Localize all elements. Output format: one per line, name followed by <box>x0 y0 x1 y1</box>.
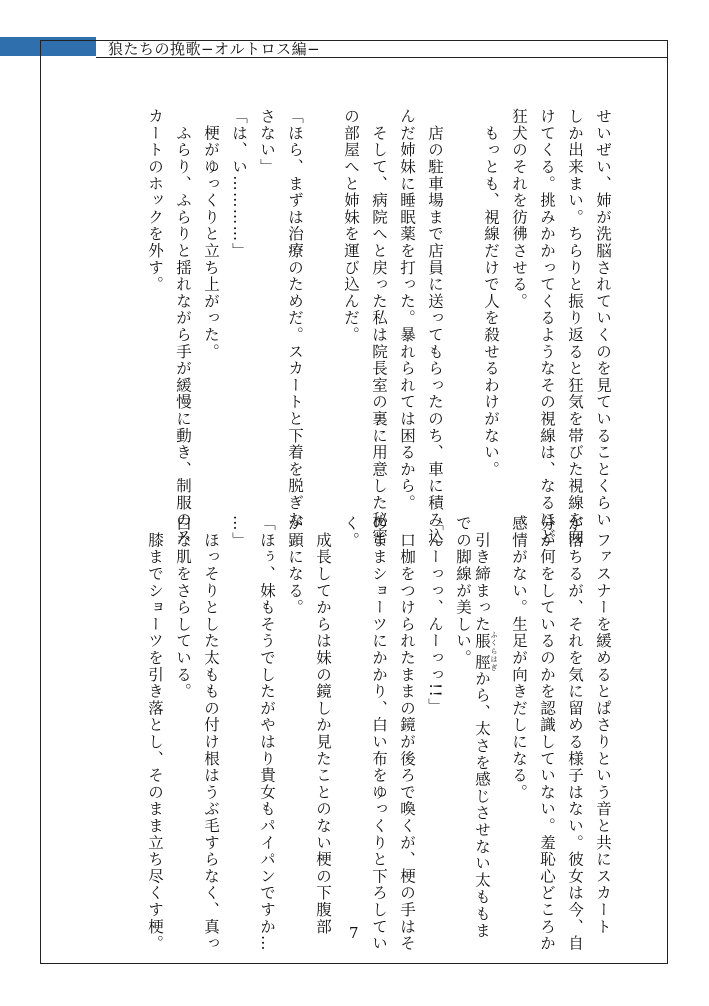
text-line: が落ちるが、それを気に留める様子はない。彼女は今、自 <box>566 515 584 952</box>
text-line: 白な肌をさらしている。 <box>174 515 192 700</box>
text-line: カートのホックを外す。 <box>146 108 164 293</box>
text-line: 成長してからは妹の鏡しか見たことのない梗の下腹部 <box>314 515 332 935</box>
page-number: 7 <box>349 924 359 942</box>
text-line: が顕になる。 <box>286 515 304 616</box>
text-line: く。 <box>342 515 360 549</box>
text-segment: から、太さを感じさせない太ももま <box>473 670 491 939</box>
text-line: けてくる。挑みかかってくるようなその視線は、なるほど <box>538 108 556 545</box>
text-line: のままショーツにかかり、白い布をゆっくりと下ろしてい <box>370 515 388 952</box>
text-line: の部屋へと姉妹を運び込んだ。 <box>342 108 360 344</box>
text-line: …」 <box>230 515 248 549</box>
ruby-word <box>473 630 498 673</box>
text-line: 狂犬のそれを彷彿させる。 <box>510 108 528 310</box>
text-line: 店の駐車場まで店員に送ってもらったのち、車に積み込 <box>426 108 444 545</box>
text-block-top <box>90 108 612 545</box>
text-line: 「ほら、まずは治療のためだ。スカートと下着を脱ぎな <box>286 108 304 528</box>
text-line: そして、病院へと戻った私は院長室の裏に用意した秘密 <box>370 108 388 545</box>
text-block-bottom <box>90 515 612 952</box>
text-line: 「は、い…………」 <box>230 108 248 260</box>
text-line: ふらり、ふらりと揺れながら手が緩慢に動き、制服のス <box>174 108 192 545</box>
text-line: んだ姉妹に睡眠薬を打った。暴れられては困るから。 <box>398 108 416 512</box>
text-line: 梗がゆっくりと立ち上がった。 <box>202 108 220 360</box>
text-line: 膝までショーツを引き落とし、そのまま立ち尽くす梗。 <box>146 515 164 952</box>
text-line: しか出来まい。ちらりと振り返ると狂気を帯びた視線を向 <box>566 108 584 545</box>
text-line: 口枷をつけられたままの鏡が後ろで喚くが、梗の手はそ <box>398 515 416 952</box>
text-line: せいぜい、姉が洗脳されていくのを見ていることくらい <box>594 108 612 528</box>
text-line: 感情がない。生足が向きだしになる。 <box>510 515 528 801</box>
text-line: もっとも、視線だけで人を殺せるわけがない。 <box>482 108 500 478</box>
header-rule <box>96 57 668 58</box>
ruby-base: 脹脛 <box>473 630 491 673</box>
chapter-title: 狼たちの挽歌−オルトロス編− <box>108 40 321 58</box>
text-line-with-ruby <box>473 515 499 939</box>
text-line: での脚線が美しい。 <box>454 515 472 667</box>
ruby-reading: ふくらはぎ <box>490 630 498 673</box>
text-segment: 引き締まった <box>473 515 491 633</box>
text-line: 「んーっっ、んーっっ!!」 <box>426 515 444 715</box>
text-line: さない」 <box>258 108 276 176</box>
text-line: 「ほぅ、妹もそうでしたがやはり貴女もパイパンですか… <box>258 515 276 952</box>
text-line: ファスナーを緩めるとぱさりという音と共にスカート <box>594 515 612 935</box>
text-line: 分が何をしているのかを認識していない。羞恥心どころか <box>538 515 556 952</box>
text-line: ほっそりとした太ももの付け根はうぶ毛すらなく、真っ <box>202 515 220 952</box>
